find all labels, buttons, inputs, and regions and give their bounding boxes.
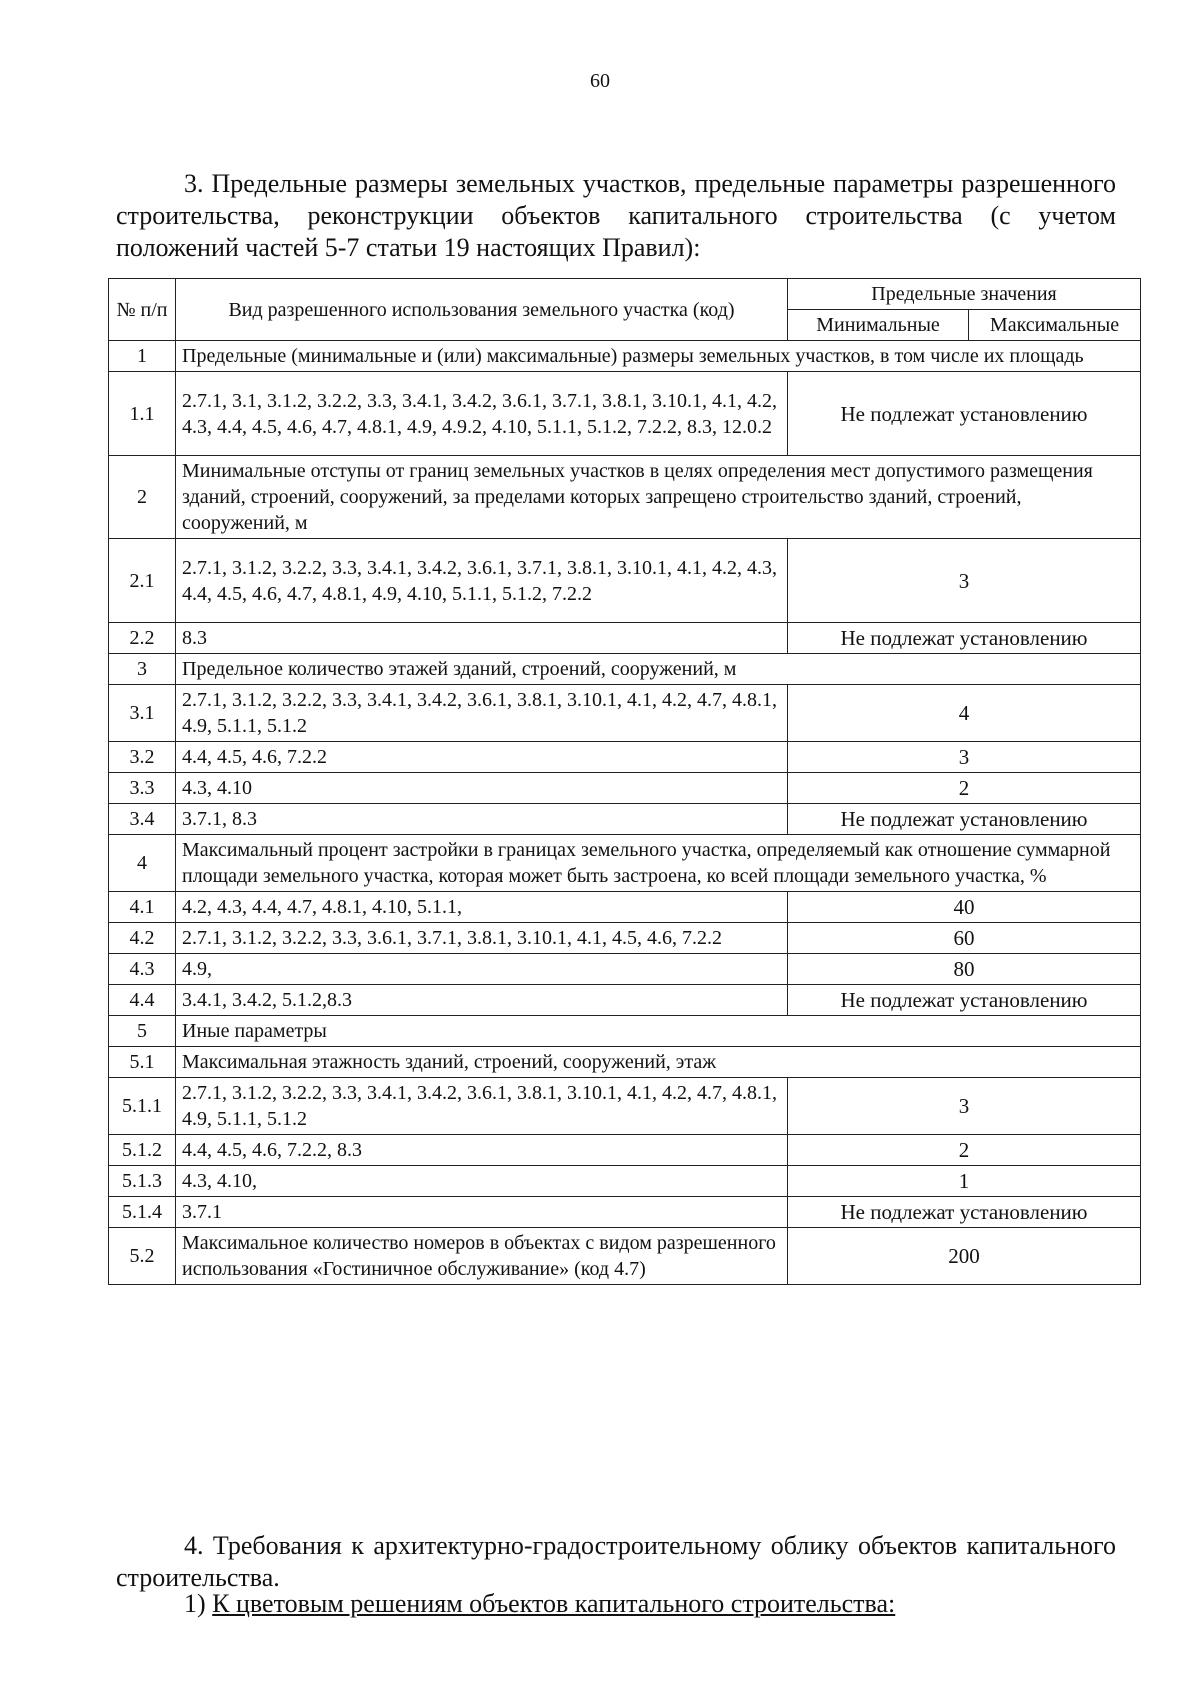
row-description: Иные параметры bbox=[176, 1016, 1141, 1047]
row-description: Минимальные отступы от границ земельных участков в целях определения мест допустимого размещения зданий, строений, сооружений, за пределами которых запрещено строительство зданий, строений, сооружений, м bbox=[176, 456, 1141, 539]
table-row bbox=[109, 923, 1141, 954]
section-4-item-1 bbox=[184, 1588, 895, 1620]
row-value: 3 bbox=[788, 539, 1141, 623]
row-number: 5.2 bbox=[109, 1228, 176, 1285]
row-description: Максимальная этажность зданий, строений, сооружений, этаж bbox=[176, 1047, 1141, 1078]
table-row bbox=[109, 1078, 1141, 1135]
row-value: 2 bbox=[788, 1135, 1141, 1166]
table-row bbox=[109, 685, 1141, 742]
row-number: 5.1.3 bbox=[109, 1166, 176, 1197]
table-row bbox=[109, 456, 1141, 539]
header-use: Вид разрешенного использования земельного участка (код) bbox=[176, 279, 788, 341]
row-number: 2.1 bbox=[109, 539, 176, 623]
header-limit: Предельные значения bbox=[788, 279, 1141, 310]
page-number: 60 bbox=[590, 70, 610, 92]
row-codes: 4.2, 4.3, 4.4, 4.7, 4.8.1, 4.10, 5.1.1, bbox=[176, 892, 788, 923]
table-row bbox=[109, 1228, 1141, 1285]
row-codes: 4.4, 4.5, 4.6, 7.2.2, 8.3 bbox=[176, 1135, 788, 1166]
row-number: 3.4 bbox=[109, 804, 176, 835]
table-row bbox=[109, 1047, 1141, 1078]
row-number: 2.2 bbox=[109, 623, 176, 654]
header-num: № п/п bbox=[109, 279, 176, 341]
row-codes: 2.7.1, 3.1, 3.1.2, 3.2.2, 3.3, 3.4.1, 3.4.2, 3.6.1, 3.7.1, 3.8.1, 3.10.1, 4.1, 4.2, 4.3, 4.4, 4.5, 4.6, 4.7, 4.8.1, 4.9, 4.9.2, 4.10, 5.1.1, 5.1.2, 7.2.2, 8.3, 12.0.2 bbox=[176, 372, 788, 456]
table-row bbox=[109, 773, 1141, 804]
row-number: 5.1 bbox=[109, 1047, 176, 1078]
row-value: 200 bbox=[788, 1228, 1141, 1285]
table-row bbox=[109, 835, 1141, 892]
section-4-paragraph bbox=[116, 1530, 1116, 1594]
row-codes: 2.7.1, 3.1.2, 3.2.2, 3.3, 3.4.1, 3.4.2, 3.6.1, 3.8.1, 3.10.1, 4.1, 4.2, 4.7, 4.8.1, 4.9, 5.1.1, 5.1.2 bbox=[176, 685, 788, 742]
table-row bbox=[109, 985, 1141, 1016]
row-codes: 4.9, bbox=[176, 954, 788, 985]
table-row bbox=[109, 341, 1141, 372]
row-description: Максимальный процент застройки в границах земельного участка, определяемый как отношение суммарной площади земельного участка, которая может быть застроена, ко всей площади земельного участка, % bbox=[176, 835, 1141, 892]
row-number: 3.2 bbox=[109, 742, 176, 773]
row-number: 4.4 bbox=[109, 985, 176, 1016]
row-number: 1 bbox=[109, 341, 176, 372]
row-value: 4 bbox=[788, 685, 1141, 742]
row-number: 3.1 bbox=[109, 685, 176, 742]
row-value: Не подлежат установлению bbox=[788, 1197, 1141, 1228]
table-row bbox=[109, 1135, 1141, 1166]
row-codes: 3.7.1, 8.3 bbox=[176, 804, 788, 835]
row-number: 5.1.4 bbox=[109, 1197, 176, 1228]
table-row bbox=[109, 539, 1141, 623]
row-value: Не подлежат установлению bbox=[788, 985, 1141, 1016]
item-1-heading: К цветовым решениям объектов капитального строительства: bbox=[212, 1589, 896, 1618]
row-value: Не подлежат установлению bbox=[788, 804, 1141, 835]
row-value: 3 bbox=[788, 1078, 1141, 1135]
table-row bbox=[109, 1016, 1141, 1047]
row-codes: 4.3, 4.10 bbox=[176, 773, 788, 804]
row-number: 1.1 bbox=[109, 372, 176, 456]
row-number: 5 bbox=[109, 1016, 176, 1047]
row-value: 2 bbox=[788, 773, 1141, 804]
row-number: 4 bbox=[109, 835, 176, 892]
row-value: 40 bbox=[788, 892, 1141, 923]
row-codes: 3.7.1 bbox=[176, 1197, 788, 1228]
row-number: 5.1.1 bbox=[109, 1078, 176, 1135]
table-row bbox=[109, 654, 1141, 685]
row-codes: 2.7.1, 3.1.2, 3.2.2, 3.3, 3.6.1, 3.7.1, 3.8.1, 3.10.1, 4.1, 4.5, 4.6, 7.2.2 bbox=[176, 923, 788, 954]
row-number: 5.1.2 bbox=[109, 1135, 176, 1166]
header-max: Максимальные bbox=[969, 310, 1141, 341]
table-row bbox=[109, 1166, 1141, 1197]
row-value: 3 bbox=[788, 742, 1141, 773]
row-number: 3.3 bbox=[109, 773, 176, 804]
header-min: Минимальные bbox=[788, 310, 969, 341]
row-codes: 4.4, 4.5, 4.6, 7.2.2 bbox=[176, 742, 788, 773]
row-number: 4.2 bbox=[109, 923, 176, 954]
section-4-text: 4. Требования к архитектурно-градостроительному облику объектов капитального строительства. bbox=[116, 1531, 1116, 1592]
row-value: 1 bbox=[788, 1166, 1141, 1197]
row-value: Не подлежат установлению bbox=[788, 623, 1141, 654]
row-number: 3 bbox=[109, 654, 176, 685]
row-number: 4.3 bbox=[109, 954, 176, 985]
section-3-paragraph bbox=[116, 168, 1116, 264]
parameters-table bbox=[108, 278, 1141, 1285]
table-row bbox=[109, 892, 1141, 923]
table-row bbox=[109, 742, 1141, 773]
table-row bbox=[109, 1197, 1141, 1228]
row-value: 60 bbox=[788, 923, 1141, 954]
row-codes: 8.3 bbox=[176, 623, 788, 654]
row-value: Не подлежат установлению bbox=[788, 372, 1141, 456]
row-codes: 2.7.1, 3.1.2, 3.2.2, 3.3, 3.4.1, 3.4.2, 3.6.1, 3.8.1, 3.10.1, 4.1, 4.2, 4.7, 4.8.1, 4.9, 5.1.1, 5.1.2 bbox=[176, 1078, 788, 1135]
table-row bbox=[109, 372, 1141, 456]
table-row bbox=[109, 804, 1141, 835]
row-description: Предельное количество этажей зданий, строений, сооружений, м bbox=[176, 654, 1141, 685]
row-codes: Максимальное количество номеров в объектах с видом разрешенного использования «Гостиничное обслуживание» (код 4.7) bbox=[176, 1228, 788, 1285]
row-codes: 4.3, 4.10, bbox=[176, 1166, 788, 1197]
row-codes: 2.7.1, 3.1.2, 3.2.2, 3.3, 3.4.1, 3.4.2, 3.6.1, 3.7.1, 3.8.1, 3.10.1, 4.1, 4.2, 4.3, 4.4, 4.5, 4.6, 4.7, 4.8.1, 4.9, 4.10, 5.1.1, 5.1.2, 7.2.2 bbox=[176, 539, 788, 623]
row-value: 80 bbox=[788, 954, 1141, 985]
row-number: 4.1 bbox=[109, 892, 176, 923]
row-description: Предельные (минимальные и (или) максимальные) размеры земельных участков, в том числе их площадь bbox=[176, 341, 1141, 372]
section-3-text: 3. Предельные размеры земельных участков, предельные параметры разрешенного строительства, реконструкции объектов капитального строительства (с учетом положений частей 5-7 статьи 19 настоящих Правил): bbox=[116, 169, 1116, 262]
item-1-prefix: 1) bbox=[184, 1589, 213, 1618]
table-row bbox=[109, 954, 1141, 985]
row-number: 2 bbox=[109, 456, 176, 539]
table-row bbox=[109, 623, 1141, 654]
row-codes: 3.4.1, 3.4.2, 5.1.2,8.3 bbox=[176, 985, 788, 1016]
